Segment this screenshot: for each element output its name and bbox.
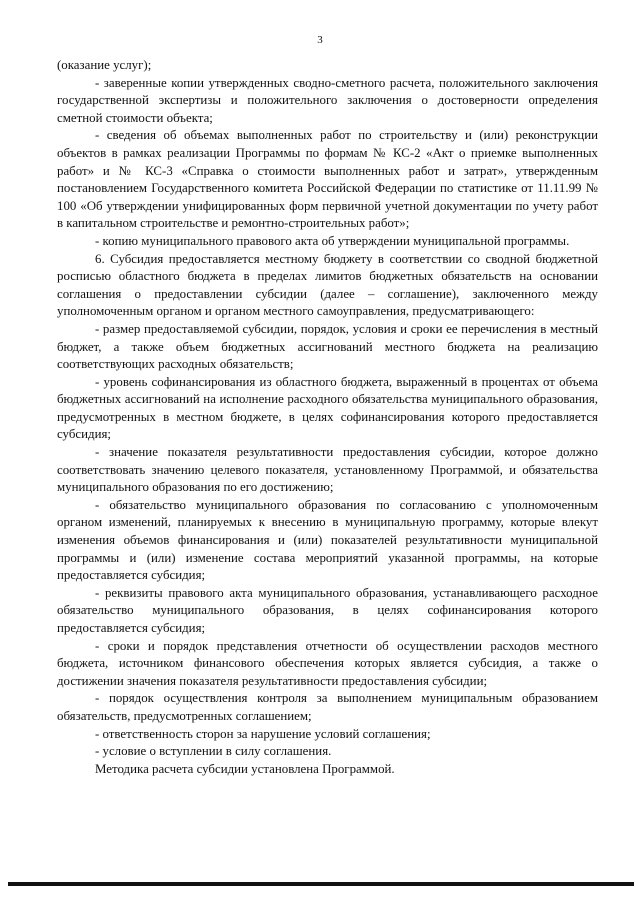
paragraph: - обязательство муниципального образования по согласованию с уполномоченным органом изменений, планируемых к внесению в муниципальную программу, которые влекут изменения объемов финансирования и (или) показателей результативности муниципальной программы и (или) изменение состава мероприятий указанной программы, на которые предоставляется субсидия; (57, 497, 598, 583)
paragraph: - значение показателя результативности предоставления субсидии, которое должно соответствовать значению целевого показателя, установленному Программой, и обязательства муниципального образования по его достижению; (57, 445, 598, 495)
paragraph: - копию муниципального правового акта об утверждении муниципальной программы. (95, 233, 570, 248)
paragraph: - сведения об объемах выполненных работ по строительству и (или) реконструкции объектов в рамках реализации Программы по формам № КС-2 «Акт о приемке выполненных работ» и № КС-3 «Справка о стоимости выполненных работ и затрат», утвержденным постановлением Государственного комитета Российской Федерации по статистике от 11.11.99 № 100 «Об утверждении унифицированных форм первичной учетной документации по учету работ в капитальном строительстве и ремонтно-строительных работ»; (57, 128, 598, 231)
paragraph: - условие о вступлении в силу соглашения. (95, 744, 332, 759)
document-body (57, 57, 598, 778)
paragraph: - реквизиты правового акта муниципального образования, устанавливающего расходное обязательство муниципального образования, в целях софинансирования которого предоставляется субсидия; (57, 585, 598, 635)
bottom-rule (8, 882, 634, 886)
paragraph: - сроки и порядок представления отчетности об осуществлении расходов местного бюджета, источником финансового обеспечения которых является субсидия, а также о достижении значения показателя результативности предоставления субсидии; (57, 638, 598, 688)
paragraph: Методика расчета субсидии установлена Программой. (95, 761, 395, 776)
paragraph: - заверенные копии утвержденных сводно-сметного расчета, положительного заключения государственной экспертизы и положительного заключения о достоверности определения сметной стоимости объекта; (57, 75, 598, 125)
paragraph: (оказание услуг); (57, 58, 152, 72)
paragraph: - порядок осуществления контроля за выполнением муниципальным образованием обязательств, предусмотренных соглашением; (57, 691, 598, 723)
paragraph: - уровень софинансирования из областного бюджета, выраженный в процентах от объема бюджетных ассигнований на исполнение расходного обязательства муниципального образования, предусмотренных в местном бюджете, в целях софинансирования которого предоставляется субсидия; (57, 374, 598, 442)
page-number: 3 (317, 34, 323, 46)
paragraph: 6. Субсидия предоставляется местному бюджету в соответствии со сводной бюджетной росписью областного бюджета в пределах лимитов бюджетных обязательств на основании соглашения о предоставлении субсидии (далее – соглашение), заключенного между уполномоченным органом и органом местного самоуправления, предусматривающего: (57, 251, 598, 319)
paragraph: - размер предоставляемой субсидии, порядок, условия и сроки ее перечисления в местный бюджет, а также объем бюджетных ассигнований местного бюджета на реализацию соответствующих расходных обязательств; (57, 321, 598, 372)
paragraph: - ответственность сторон за нарушение условий соглашения; (95, 726, 431, 741)
